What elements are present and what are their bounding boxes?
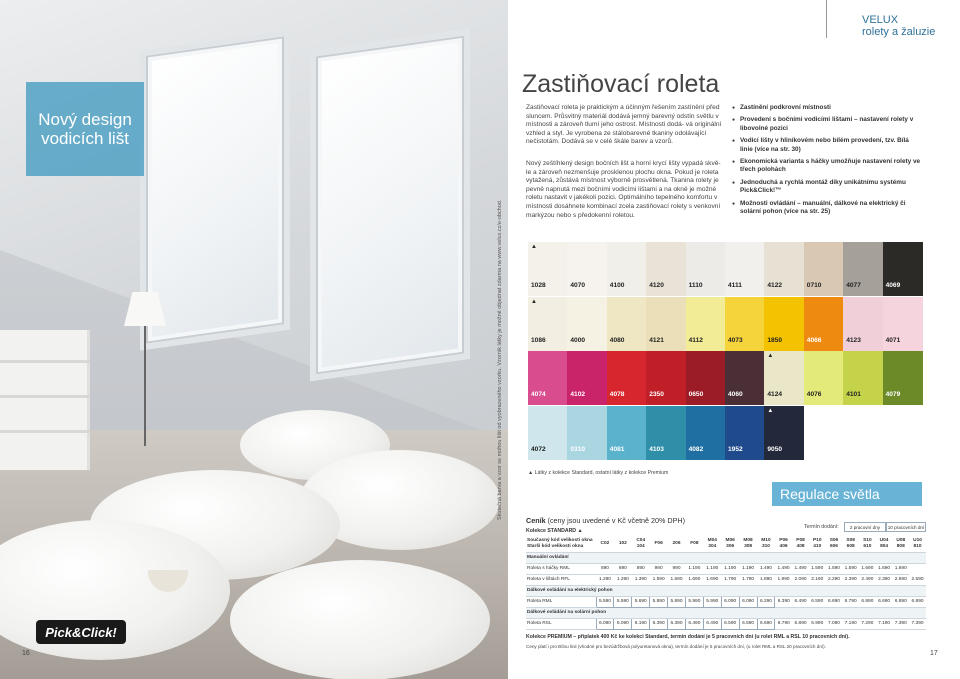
swatch-code: 4072 xyxy=(531,445,546,453)
table-cell xyxy=(685,536,703,553)
table-cell xyxy=(596,536,614,553)
section-banner: Regulace světla xyxy=(772,482,922,506)
swatch-code: 4102 xyxy=(570,391,586,398)
fabric-swatch xyxy=(528,351,568,405)
table-row xyxy=(526,597,926,608)
table-cell: 6.290 xyxy=(757,597,775,608)
standard-mark: ▲ xyxy=(531,244,537,250)
fabric-swatch xyxy=(764,406,804,460)
swatch-code: 4101 xyxy=(846,391,861,398)
table-cell xyxy=(792,536,809,553)
size-code: M04 xyxy=(707,538,717,543)
swatch-code: 4124 xyxy=(767,391,783,398)
table-cell xyxy=(614,536,632,553)
size-code: F06 xyxy=(654,541,663,546)
table-cell: 1.190 xyxy=(739,564,757,575)
table-cell: 6.190 xyxy=(632,619,650,630)
swatch-code: 4060 xyxy=(728,391,743,398)
feature-list xyxy=(732,104,922,220)
fabric-swatch xyxy=(883,242,923,296)
sample-note: Skutečná barva a vzor se mohou lišit od vyobrazeného vzorku. Vzorník látky je možné objednat zdarma na www.velux.cz/e-obchod. xyxy=(497,199,503,520)
premium-note: Kolekce PREMIUM – příplatek 400 Kč ke kolekci Standard, termín dodání je 5 pracovních dní (u rolet RML a RSL 10 pracovních dní). xyxy=(526,634,850,640)
fabric-swatch xyxy=(725,406,765,460)
collection-label: Kolekce STANDARD ▲ xyxy=(526,528,583,534)
table-cell xyxy=(775,536,792,553)
swatch-code: 4081 xyxy=(609,445,625,453)
old-size-code: 408 xyxy=(796,544,805,549)
table-cell: 6.790 xyxy=(842,597,859,608)
table-cell: Manuální ovládání xyxy=(526,553,926,564)
table-cell: 2.390 xyxy=(876,575,893,586)
delivery-2-days: 2 pracovní dny xyxy=(844,522,886,532)
promo-box: Nový design vodicích lišt xyxy=(26,82,144,176)
table-cell: 1.690 xyxy=(876,564,893,575)
feature-item: ● Provedení s bočními vodicími lištami – nastavení rolety v libovolné pozici xyxy=(732,116,922,133)
fabric-swatch xyxy=(725,297,765,351)
table-cell: 6.390 xyxy=(668,619,686,630)
page-number-left: 16 xyxy=(22,650,30,657)
table-section-row xyxy=(526,608,926,619)
design-paragraph: Nový zeštíhlený design bočních lišt a horní krycí lišty vypadá skvě- le a zároveň nezmenšuje prosklenou plochu okna. Pokud je roleta vytažená, zůstává místnost výborně prosvětlená. Tkanina rolety je pevně napnutá mezi bočními vodicími lištami a na okně je možné roletu nastavit v jakékoli pozici. Optimálního tepelného komfortu v místnosti dosáhnete kombinací zcela zastiňovací rolety s venkovní markýzou nebo s předokenní roletou. xyxy=(526,160,721,219)
table-cell: 7.190 xyxy=(842,619,859,630)
table-cell: 7.390 xyxy=(892,619,909,630)
table-cell: 1.190 xyxy=(721,564,739,575)
table-cell: 5.890 xyxy=(668,597,686,608)
table-cell: Roleta RML xyxy=(526,597,596,608)
table-cell: 2.290 xyxy=(826,575,843,586)
fabric-swatch xyxy=(804,351,844,405)
swatch-code: 4103 xyxy=(649,445,664,453)
fabric-swatch xyxy=(843,297,883,351)
table-cell: 2.190 xyxy=(809,575,826,586)
fabric-swatch xyxy=(764,297,804,351)
table-cell: 1.590 xyxy=(668,575,686,586)
swatch-code: 4082 xyxy=(688,445,704,453)
size-code: F08 xyxy=(690,541,699,546)
fabric-swatch xyxy=(528,242,568,296)
table-cell: 6.090 xyxy=(739,597,757,608)
swatch-code: 4120 xyxy=(649,282,664,289)
table-cell: Současný kód velikosti okna Starší kód velikosti okna xyxy=(526,536,596,553)
table-cell: 6.490 xyxy=(792,597,809,608)
table-cell xyxy=(721,536,739,553)
table-cell: 1.790 xyxy=(721,575,739,586)
table-cell: 1.590 xyxy=(650,575,668,586)
table-cell: 5.590 xyxy=(614,597,632,608)
fabric-swatch xyxy=(607,406,647,460)
brand-subtitle: rolety a žaluzie xyxy=(862,26,936,38)
table-cell: 1.590 xyxy=(842,564,859,575)
feature-item: ● Jednoduchá a rychlá montáž díky unikátnímu systému Pick&Click!™ xyxy=(732,179,922,196)
fabric-swatch xyxy=(686,297,726,351)
fabric-swatch xyxy=(883,351,923,405)
table-cell: 1.690 xyxy=(859,564,876,575)
old-size-code: 304 xyxy=(708,544,717,549)
table-row xyxy=(526,619,926,630)
fabric-swatch xyxy=(607,351,647,405)
table-cell: 6.090 xyxy=(721,597,739,608)
table-cell: 5.890 xyxy=(650,597,668,608)
size-code: S10 xyxy=(863,538,872,543)
old-size-code: 608 xyxy=(846,544,855,549)
table-cell xyxy=(650,536,668,553)
size-code: P08 xyxy=(796,538,805,543)
size-code: C02 xyxy=(600,541,610,546)
fabric-swatch xyxy=(725,242,765,296)
intro-paragraph: Zastiňovací roleta je praktickým a účinným řešením zastínění před sluncem. Průsvitný materiál dodává jemný barevný odstín světlu v místnosti a zároveň tlumí jeho ostrost. Místnosti dodá- vá originální vzhled a styl. Je vyrobena ze stálobarevné tkaniny odolávající nečistotám. Dodává se v celé škále barev a vzorů. xyxy=(526,104,722,146)
size-code: M08 xyxy=(743,538,753,543)
size-code: M10 xyxy=(761,538,771,543)
swatch-code: 4121 xyxy=(649,336,664,344)
white-line-note: Ceny platí i pro Bílou linii (vhodné pro bezúdržbová polyuretanová okna), termín dodání je 5 pracovních dní, (u rolet RML a RSL 20 pracovních dní). xyxy=(526,644,826,649)
table-cell: 990 xyxy=(668,564,686,575)
old-size-code: 606 xyxy=(829,544,838,549)
size-code: S08 xyxy=(846,538,855,543)
table-cell: 6.390 xyxy=(650,619,668,630)
table-cell: 2.490 xyxy=(859,575,876,586)
table-cell xyxy=(739,536,757,553)
fabric-swatch xyxy=(528,406,568,460)
table-cell: 990 xyxy=(650,564,668,575)
table-cell: 5.690 xyxy=(632,597,650,608)
fabric-swatch xyxy=(764,351,804,405)
table-cell: 1.190 xyxy=(685,564,703,575)
table-cell: 7.290 xyxy=(859,619,876,630)
table-cell: 1.890 xyxy=(757,575,775,586)
fabric-swatch xyxy=(843,351,883,405)
fabric-swatch xyxy=(804,242,844,296)
brand-header xyxy=(862,14,935,38)
table-cell xyxy=(668,536,686,553)
swatch-code: 4100 xyxy=(609,282,625,289)
swatch-code: 4070 xyxy=(570,282,586,289)
table-cell: 6.490 xyxy=(703,619,721,630)
swatch-code: 4080 xyxy=(609,336,625,344)
fabric-swatch xyxy=(567,351,607,405)
table-cell: Roleta s háčky RML xyxy=(526,564,596,575)
table-cell: 6.590 xyxy=(739,619,757,630)
swatch-code: 4066 xyxy=(806,336,822,344)
table-cell: Dálkové ovládání na solární pohon xyxy=(526,608,926,619)
table-cell: 7.190 xyxy=(876,619,893,630)
table-cell: 6.690 xyxy=(757,619,775,630)
table-cell: 5.990 xyxy=(703,597,721,608)
table-cell: 2.090 xyxy=(792,575,809,586)
table-cell: 1.690 xyxy=(892,564,909,575)
swatch-code: 4069 xyxy=(885,282,901,289)
fabric-swatch xyxy=(607,297,647,351)
swatch-code: 4078 xyxy=(609,391,625,398)
old-size-code: 406 xyxy=(779,544,788,549)
old-size-code: 810 xyxy=(913,544,922,549)
table-cell: 6.590 xyxy=(809,597,826,608)
table-cell: 6.790 xyxy=(775,619,792,630)
standard-mark: ▲ xyxy=(531,298,537,305)
table-cell: Roleta RSL xyxy=(526,619,596,630)
table-cell: 1.690 xyxy=(703,575,721,586)
feature-item: ● Zastínění podkrovní místnosti xyxy=(732,104,922,112)
fabric-swatch xyxy=(804,297,844,351)
table-cell: 6.090 xyxy=(596,619,614,630)
table-cell: 5.990 xyxy=(685,597,703,608)
old-size-code: 610 xyxy=(863,544,872,549)
table-cell: 6.690 xyxy=(876,597,893,608)
bookshelf xyxy=(0,330,90,470)
delivery-label: Termín dodání: xyxy=(804,524,839,530)
table-cell xyxy=(757,536,775,553)
table-cell: Roleta v lištách RFL xyxy=(526,575,596,586)
table-section-row xyxy=(526,586,926,597)
table-cell: 6.390 xyxy=(775,597,792,608)
table-cell: 2.590 xyxy=(892,575,909,586)
old-size-code: 206 xyxy=(672,541,681,546)
table-cell: 2.590 xyxy=(909,575,926,586)
floor-lamp-pole xyxy=(144,326,146,446)
fabric-swatch xyxy=(646,297,686,351)
size-code: C04 xyxy=(636,538,646,543)
table-cell: 6.590 xyxy=(721,619,739,630)
table-cell: 6.490 xyxy=(685,619,703,630)
swatch-code: 1952 xyxy=(728,445,743,453)
swatch-code: 4123 xyxy=(846,336,861,344)
table-cell: 1.390 xyxy=(632,575,650,586)
price-table xyxy=(526,536,926,630)
fabric-swatch xyxy=(725,351,765,405)
table-cell xyxy=(859,536,876,553)
table-cell: 6.990 xyxy=(809,619,826,630)
roof-window-right xyxy=(310,29,470,381)
swatch-code: 2350 xyxy=(649,391,664,398)
table-cell xyxy=(632,536,650,553)
table-cell: 1.190 xyxy=(703,564,721,575)
swatch-code: 9050 xyxy=(767,445,783,453)
old-size-code: 808 xyxy=(896,544,905,549)
table-header-row xyxy=(526,536,926,553)
swatch-code: 4074 xyxy=(531,391,546,398)
brand-name: VELUX xyxy=(862,14,899,26)
size-code: P06 xyxy=(779,538,788,543)
standard-mark: ▲ xyxy=(767,353,774,359)
table-cell: 1.290 xyxy=(614,575,632,586)
pick-and-click-logo: Pick&Click! xyxy=(36,620,126,644)
table-cell: 890 xyxy=(632,564,650,575)
fabric-swatch xyxy=(607,242,647,296)
swatch-code: 1110 xyxy=(688,282,703,289)
table-cell xyxy=(909,536,926,553)
table-cell: 6.090 xyxy=(614,619,632,630)
table-row xyxy=(526,564,926,575)
fabric-swatch xyxy=(567,297,607,351)
delivery-10-days: 10 pracovních dní xyxy=(886,522,926,532)
old-size-code: 306 xyxy=(726,544,735,549)
feature-item: ● Možnosti ovládání – manuální, dálkové na elektrický či solární pohon (více na str. 25) xyxy=(732,200,922,217)
fabric-swatch xyxy=(646,242,686,296)
table-cell: 6.890 xyxy=(859,597,876,608)
fabric-swatch xyxy=(686,406,726,460)
table-cell xyxy=(842,536,859,553)
size-code: U08 xyxy=(896,538,906,543)
swatch-code: 1850 xyxy=(767,336,783,344)
swatch-code: 4111 xyxy=(728,282,742,289)
table-cell: 1.590 xyxy=(809,564,826,575)
price-list-title: Ceník (ceny jsou uvedené v Kč včetně 20% DPH) xyxy=(526,516,686,525)
old-size-code: 104 xyxy=(636,544,645,549)
swatch-code: 0650 xyxy=(688,391,704,398)
fabric-swatch xyxy=(843,242,883,296)
size-code: P10 xyxy=(812,538,822,543)
old-size-code: 308 xyxy=(744,544,753,549)
page-number-right: 17 xyxy=(930,650,938,657)
table-cell: Dálkové ovládání na elektrický pohon xyxy=(526,586,926,597)
table-cell: 1.690 xyxy=(685,575,703,586)
table-cell: 1.590 xyxy=(826,564,843,575)
table-cell: 1.990 xyxy=(775,575,792,586)
table-cell: 1.790 xyxy=(739,575,757,586)
table-row xyxy=(526,575,926,586)
table-cell xyxy=(809,536,826,553)
table-cell: 5.590 xyxy=(596,597,614,608)
table-cell: 890 xyxy=(596,564,614,575)
table-cell: 6.890 xyxy=(892,597,909,608)
swatch-code: 4000 xyxy=(570,336,586,344)
fabric-swatch xyxy=(646,406,686,460)
old-size-code: 804 xyxy=(880,544,889,549)
table-cell xyxy=(826,536,843,553)
size-code: U10 xyxy=(913,538,922,543)
fabric-swatch xyxy=(686,242,726,296)
table-cell: 1.290 xyxy=(596,575,614,586)
feature-item: ● Ekonomická varianta s háčky umožňuje nastavení rolety ve třech polohách xyxy=(732,158,922,175)
table-cell xyxy=(892,536,909,553)
old-size-code: 102 xyxy=(618,541,627,546)
table-cell: 7.090 xyxy=(826,619,843,630)
swatch-code: 1086 xyxy=(531,336,546,344)
standard-mark: ▲ xyxy=(767,407,774,414)
table-cell: 1.490 xyxy=(792,564,809,575)
brand-divider xyxy=(826,0,827,38)
swatch-code: 0710 xyxy=(806,282,822,289)
size-code: S06 xyxy=(829,538,839,543)
old-size-code: 410 xyxy=(813,544,822,549)
size-code: M06 xyxy=(725,538,735,543)
table-cell: 7.390 xyxy=(909,619,926,630)
fabric-swatch xyxy=(567,242,607,296)
swatch-code: 1028 xyxy=(531,282,546,289)
old-size-code: 310 xyxy=(761,544,770,549)
table-cell: 6.890 xyxy=(909,597,926,608)
table-cell: 6.890 xyxy=(792,619,809,630)
table-cell xyxy=(876,536,893,553)
table-cell: 1.490 xyxy=(757,564,775,575)
roof-window-left xyxy=(140,29,290,350)
floor-cushion xyxy=(230,560,490,679)
swatch-code: 4071 xyxy=(885,336,901,344)
swatch-code: 4079 xyxy=(885,391,901,398)
swatch-code: 4073 xyxy=(728,336,743,344)
fabric-swatch xyxy=(646,351,686,405)
table-cell xyxy=(703,536,721,553)
swatch-code: 0310 xyxy=(570,445,586,453)
swatch-code: 4077 xyxy=(846,282,861,289)
fabric-swatch xyxy=(764,242,804,296)
swatch-code: 4076 xyxy=(806,391,822,398)
fabric-swatch xyxy=(686,351,726,405)
swatch-code: 4122 xyxy=(767,282,783,289)
page-title: Zastiňovací roleta xyxy=(522,70,720,98)
table-cell: 1.490 xyxy=(775,564,792,575)
swatch-legend: ▲ Látky z kolekce Standard, ostatní látky z kolekce Premium xyxy=(528,470,669,476)
swatch-code: 4112 xyxy=(688,336,703,344)
size-code: U04 xyxy=(879,538,889,543)
fabric-swatch xyxy=(567,406,607,460)
feature-item: ● Vodicí lišty v hliníkovém nebo bílém provedení, tzv. Bílá linie (více na str. 30) xyxy=(732,137,922,154)
table-cell: 6.690 xyxy=(826,597,843,608)
table-cell: 890 xyxy=(614,564,632,575)
fabric-swatch xyxy=(528,297,568,351)
table-section-row xyxy=(526,553,926,564)
table-cell: 2.390 xyxy=(842,575,859,586)
fabric-swatch xyxy=(883,297,923,351)
